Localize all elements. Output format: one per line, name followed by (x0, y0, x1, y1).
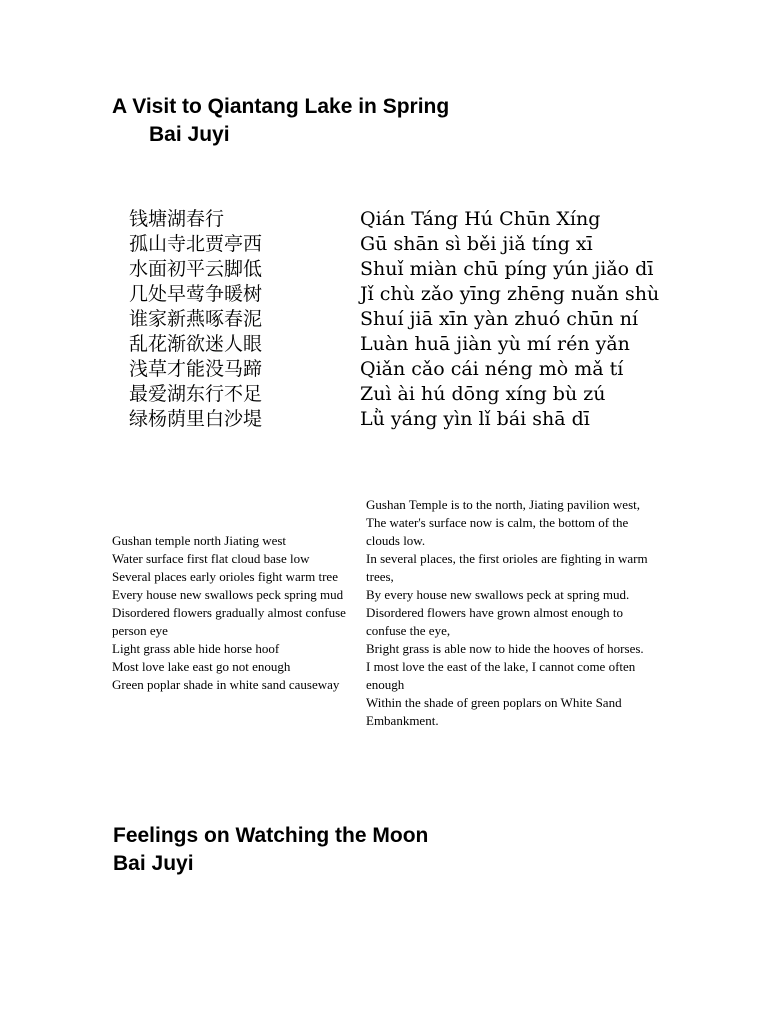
literal-line: Several places early orioles fight warm tree (112, 569, 338, 584)
chinese-line: 谁家新燕啄春泥 (129, 308, 263, 330)
translation-line: In several places, the first orioles are fighting in warm trees, (366, 551, 648, 584)
pinyin-line: Zuì ài hú dōng xíng bù zú (360, 383, 606, 405)
pinyin-line: Shuí jiā xīn yàn zhuó chūn ní (360, 308, 639, 330)
poem-author: Bai Juyi (113, 852, 194, 875)
literal-line: Gushan temple north Jiating west (112, 533, 287, 548)
translation-line: Bright grass is able now to hide the hooves of horses. (366, 641, 644, 656)
literal-line: Most love lake east go not enough (112, 659, 291, 674)
chinese-line: 最爱湖东行不足 (129, 383, 263, 405)
translation-line: Within the shade of green poplars on White Sand Embankment. (366, 695, 622, 728)
chinese-text-column (129, 207, 262, 432)
translation-line: The water's surface now is calm, the bottom of the clouds low. (366, 515, 629, 548)
literal-translation-column (112, 532, 357, 694)
pinyin-line: Lǜ yáng yìn lǐ bái shā dī (360, 408, 590, 430)
poem-title: A Visit to Qiantang Lake in Spring (112, 95, 450, 118)
pinyin-line: Qiǎn cǎo cái néng mò mǎ tí (360, 358, 624, 380)
pinyin-line: Qián Táng Hú Chūn Xíng (360, 208, 601, 230)
translation-line: Gushan Temple is to the north, Jiating pavilion west, (366, 497, 640, 512)
pinyin-line: Shuǐ miàn chū píng yún jiǎo dī (360, 258, 654, 280)
chinese-line: 绿杨荫里白沙堤 (129, 408, 263, 430)
poem-title: Feelings on Watching the Moon (113, 824, 429, 847)
pinyin-column (360, 207, 659, 432)
chinese-line: 水面初平云脚低 (129, 258, 263, 280)
literal-line: Disordered flowers gradually almost confuse person eye (112, 605, 346, 638)
translation-line: Disordered flowers have grown almost enough to confuse the eye, (366, 605, 624, 638)
chinese-line: 浅草才能没马蹄 (129, 358, 263, 380)
literal-line: Green poplar shade in white sand causeway (112, 677, 340, 692)
literal-line: Every house new swallows peck spring mud (112, 587, 344, 602)
literal-line: Water surface first flat cloud base low (112, 551, 310, 566)
literal-line: Light grass able hide horse hoof (112, 641, 280, 656)
pinyin-line: Gū shān sì běi jiǎ tíng xī (360, 233, 593, 255)
chinese-line: 几处早莺争暖树 (129, 283, 263, 305)
translation-line: By every house new swallows peck at spring mud. (366, 587, 630, 602)
pinyin-line: Luàn huā jiàn yù mí rén yǎn (360, 333, 630, 355)
chinese-line: 孤山寺北贾亭西 (129, 233, 263, 255)
poem-author: Bai Juyi (149, 123, 230, 146)
chinese-line: 钱塘湖春行 (129, 208, 225, 230)
translation-line: I most love the east of the lake, I cannot come often enough (366, 659, 636, 692)
chinese-line: 乱花渐欲迷人眼 (129, 333, 263, 355)
poetic-translation-column (366, 496, 658, 730)
pinyin-line: Jǐ chù zǎo yīng zhēng nuǎn shù (360, 283, 660, 305)
